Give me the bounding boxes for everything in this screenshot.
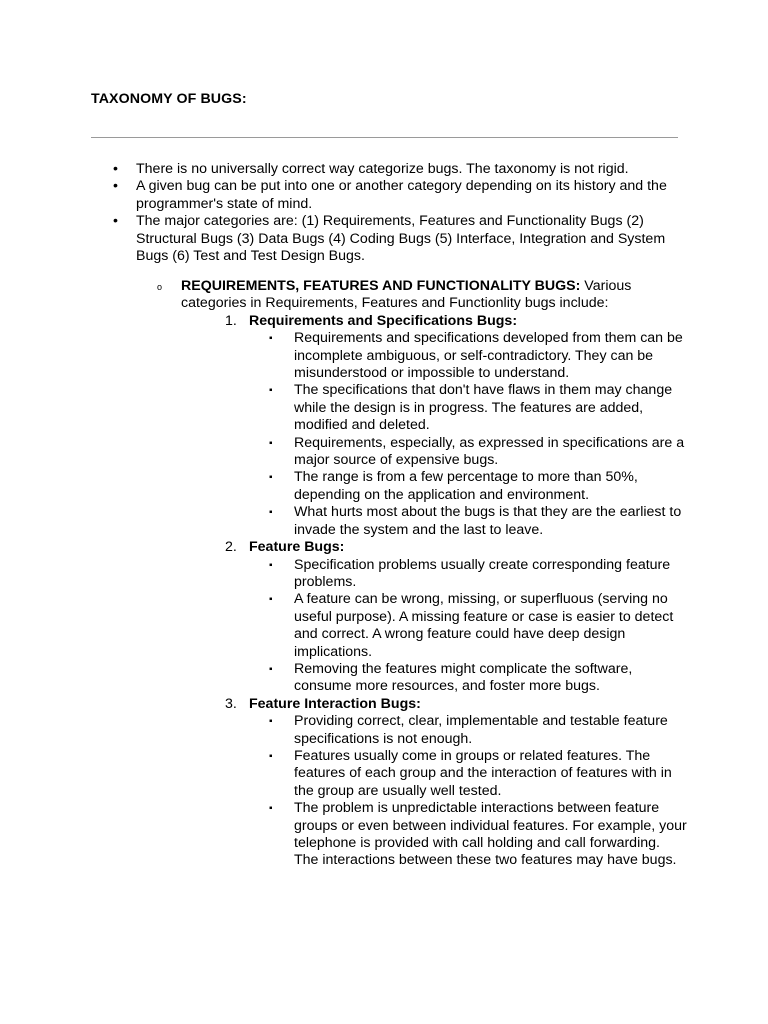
square-bullet-icon: ▪ [269,594,273,606]
point-text: The range is from a few percentage to more than 50%, depending on the application and environment. [294,469,638,503]
point-item [269,556,687,592]
list-item-text: A given bug can be put into one or another category depending on its history and the programmer's state of mind. [136,178,667,212]
square-bullet-icon: ▪ [269,803,273,815]
point-item [269,330,687,382]
section-item [157,278,687,870]
point-item [269,747,687,800]
square-bullet-icon: ▪ [269,559,273,571]
square-bullet-icon: ▪ [269,663,273,675]
point-item [269,800,687,870]
category-points [269,713,687,870]
list-item [91,161,691,178]
section-intro: Various categories in Requirements, Features and Functionlity bugs include: [181,278,632,312]
category-number: 1. [225,312,237,329]
square-bullet-icon: ▪ [269,472,273,484]
page-title: TAXONOMY OF BUGS: [91,91,247,107]
category-item [203,539,687,696]
circle-bullet-icon: o [157,282,163,292]
point-item [269,434,687,470]
point-text: Removing the features might complicate the software, consume more resources, and foster more bugs. [294,660,633,695]
bullet-icon: • [113,161,118,177]
point-text: Requirements, especially, as expressed in specifications are a major source of expensive bugs. [294,434,685,469]
list-item-text: The major categories are: (1) Requirements, Features and Functionality Bugs (2) Structural Bugs (3) Data Bugs (4) Coding Bugs (5) Interface, Integration and System Bugs (6) Test and Test Design Bugs. [136,213,666,265]
point-text: Specification problems usually create corresponding feature problems. [294,556,671,590]
section-heading: REQUIREMENTS, FEATURES AND FUNCTIONALITY BUGS: [181,278,581,294]
category-item [203,313,687,539]
point-text: Providing correct, clear, implementable and testable feature specifications is not enough. [294,713,668,747]
category-list [203,313,687,870]
point-text: The problem is unpredictable interactions between feature groups or even between individual features. For example, your telephone is provided with call holding and call forwarding. The interactions between these two features may have bugs. [294,800,687,869]
square-bullet-icon: ▪ [269,507,273,519]
category-number: 3. [225,695,237,712]
square-bullet-icon: ▪ [269,716,273,728]
square-bullet-icon: ▪ [269,385,273,397]
square-bullet-icon: ▪ [269,333,273,345]
top-bullet-list [91,161,691,265]
list-item [91,178,691,213]
point-item [269,660,687,696]
section-list [157,278,687,870]
point-text: A feature can be wrong, missing, or superfluous (serving no useful purpose). A missing feature or case is easier to detect and correct. A wrong feature could have deep design implications. [294,591,674,660]
square-bullet-icon: ▪ [269,750,273,762]
point-item [269,469,687,504]
category-points [269,556,687,696]
category-item [203,696,687,870]
category-points [269,330,687,539]
category-number: 2. [225,539,237,556]
category-heading: Feature Bugs: [249,539,345,556]
list-item [91,213,691,265]
list-item-text: There is no universally correct way categorize bugs. The taxonomy is not rigid. [136,161,629,177]
point-text: The specifications that don't have flaws in them may change while the design is in progress. The features are added, modified and deleted. [294,382,673,434]
bullet-icon: • [113,178,118,195]
point-item [269,504,687,539]
point-item [269,713,687,748]
point-item [269,382,687,434]
point-text: What hurts most about the bugs is that they are the earliest to invade the system and the last to leave. [294,504,682,538]
horizontal-divider [91,137,678,138]
category-heading: Requirements and Specifications Bugs: [249,312,518,329]
square-bullet-icon: ▪ [269,437,273,449]
point-text: Features usually come in groups or related features. The features of each group and the interaction of features with in the group are usually well tested. [294,747,672,799]
category-heading: Feature Interaction Bugs: [249,695,421,712]
point-text: Requirements and specifications developed from them can be incomplete ambiguous, or self-contradictory. They can be misunderstood or impossible to understand. [294,330,683,382]
point-item [269,591,687,661]
bullet-icon: • [113,213,118,230]
